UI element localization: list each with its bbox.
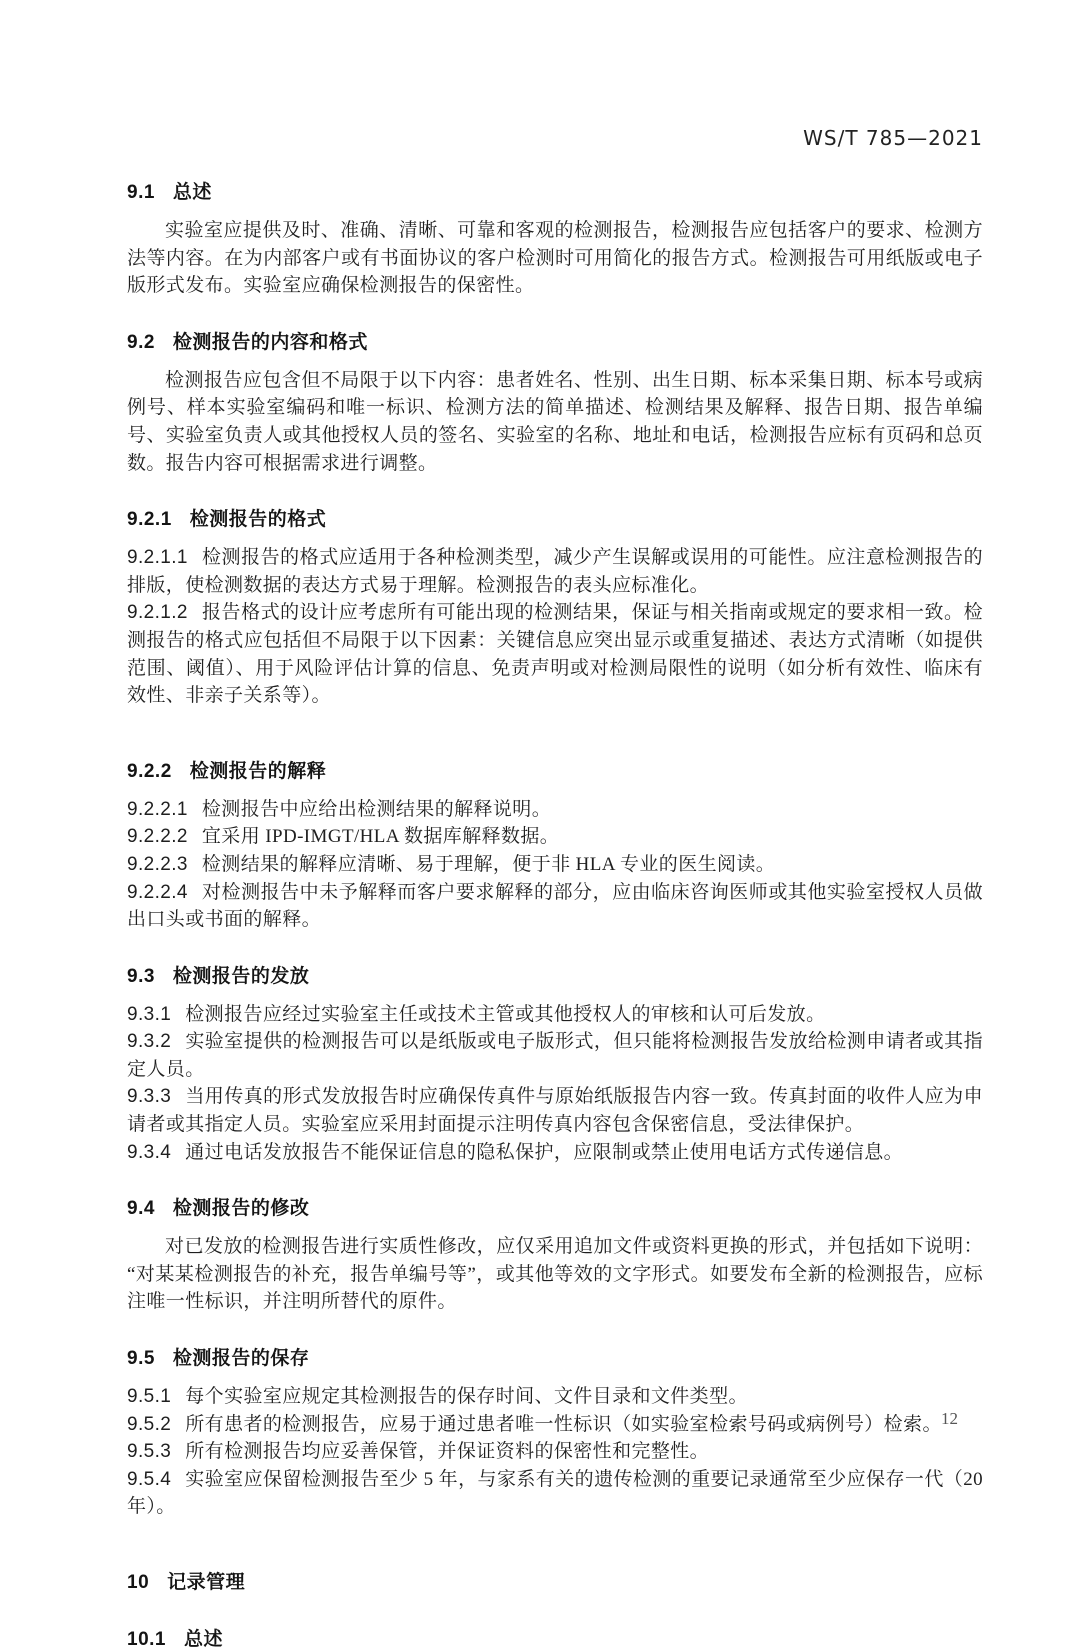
heading-number: 10.1 — [127, 1629, 166, 1650]
heading-number: 9.4 — [127, 1198, 155, 1220]
clause-number: 9.2.2.4 — [127, 881, 188, 903]
heading-title: 检测报告的修改 — [172, 1198, 310, 1220]
clause-9.2.2.4: 9.2.2.4 对检测报告中未予解释而客户要求解释的部分，应由临床咨询医师或其他实验室授权人员做出口头或书面的解释。 — [127, 881, 983, 931]
clause-number: 9.5.4 — [127, 1468, 172, 1490]
clause-9.3.2: 9.3.2 实验室提供的检测报告可以是纸版或电子版形式，但只能将检测报告发放给检测申请者或其指定人员。 — [127, 1031, 983, 1080]
clause-9.2.2.3: 9.2.2.3 检测结果的解释应清晰、易于理解，便于非 HLA 专业的医生阅读。 — [127, 853, 776, 875]
clause-9.2.2.1: 9.2.2.1 检测报告中应给出检测结果的解释说明。 — [127, 798, 552, 820]
clause-number: 9.3.2 — [127, 1031, 172, 1053]
clause-9.3.4: 9.3.4 通过电话发放报告不能保证信息的隐私保护，应限制或禁止使用电话方式传递信息。 — [127, 1141, 904, 1163]
document-body — [127, 177, 983, 1651]
clause-number: 9.3.4 — [127, 1141, 172, 1163]
clause-number: 9.2.2.1 — [127, 798, 188, 820]
clause-number: 9.5.1 — [127, 1386, 172, 1408]
section-heading-9.2 — [127, 327, 983, 354]
heading-number: 9.2.1 — [127, 509, 172, 531]
clause-9.5.3: 9.5.3 所有检测报告均应妥善保管，并保证资料的保密性和完整性。 — [127, 1441, 710, 1463]
page-number: 12 — [941, 1409, 958, 1428]
clause-9.5.2: 9.5.2 所有患者的检测报告，应易于通过患者唯一性标识（如实验室检索号码或病例号）检索。 — [127, 1413, 942, 1435]
heading-number: 9.5 — [127, 1348, 155, 1370]
heading-number: 10 — [127, 1572, 150, 1593]
clause-number: 9.2.1.2 — [127, 602, 188, 624]
heading-title: 总述 — [172, 182, 212, 203]
section-heading-10 — [127, 1567, 983, 1594]
clause-number: 9.5.2 — [127, 1413, 172, 1435]
clause-9.2.2.2: 9.2.2.2 宜采用 IPD-IMGT/HLA 数据库解释数据。 — [127, 826, 560, 848]
heading-title: 检测报告的内容和格式 — [172, 331, 368, 353]
clause-number: 9.3.1 — [127, 1003, 172, 1025]
heading-title: 检测报告的保存 — [172, 1348, 310, 1370]
heading-number: 9.3 — [127, 965, 155, 987]
clause-9.2.1.2: 9.2.1.2 报告格式的设计应考虑所有可能出现的检测结果，保证与相关指南或规定的要求相一致。检测报告的格式应包括但不局限于以下因素：关键信息应突出显示或重复描述、表达方式清晰（如提供范围、阈值）、用于风险评估计算的信息、免责声明或对检测局限性的说明（如分析有效性、临床有效性、非亲子关系等）。 — [127, 602, 983, 707]
clause-number: 9.2.2.2 — [127, 826, 188, 848]
heading-title: 检测报告的解释 — [189, 760, 327, 782]
heading-title: 检测报告的格式 — [189, 509, 327, 531]
paragraph: 对已发放的检测报告进行实质性修改，应仅采用追加文件或资料更换的形式，并包括如下说明：“对某某检测报告的补充，报告单编号等”，或其他等效的文字形式。如要发布全新的检测报告，应标注唯一性标识，并注明所替代的原件。 — [127, 1236, 983, 1313]
paragraph: 实验室应提供及时、准确、清晰、可靠和客观的检测报告，检测报告应包括客户的要求、检测方法等内容。在为内部客户或有书面协议的客户检测时可用简化的报告方式。检测报告可用纸版或电子版形式发布。实验室应确保检测报告的保密性。 — [127, 220, 983, 297]
section-heading-9.2.2 — [127, 756, 983, 783]
standard-code: WS/T 785—2021 — [803, 126, 983, 150]
clause-number: 9.3.3 — [127, 1086, 172, 1108]
clause-9.3.1: 9.3.1 检测报告应经过实验室主任或技术主管或其他授权人的审核和认可后发放。 — [127, 1003, 826, 1025]
clause-number: 9.2.1.1 — [127, 547, 188, 569]
heading-number: 9.2.2 — [127, 760, 172, 782]
section-heading-9.2.1 — [127, 504, 983, 531]
section-heading-10.1 — [127, 1624, 983, 1651]
clause-9.5.1: 9.5.1 每个实验室应规定其检测报告的保存时间、文件目录和文件类型。 — [127, 1386, 748, 1408]
section-heading-9.3 — [127, 961, 983, 988]
heading-title: 总述 — [183, 1629, 223, 1650]
heading-number: 9.1 — [127, 182, 155, 203]
heading-number: 9.2 — [127, 331, 155, 353]
paragraph: 检测报告应包含但不局限于以下内容：患者姓名、性别、出生日期、标本采集日期、标本号或病例号、样本实验室编码和唯一标识、检测方法的简单描述、检测结果及解释、报告日期、报告单编号、实验室负责人或其他授权人员的签名、实验室的名称、地址和电话，检测报告应标有页码和总页数。报告内容可根据需求进行调整。 — [127, 369, 983, 474]
section-heading-9.4 — [127, 1193, 983, 1220]
section-heading-9.5 — [127, 1343, 983, 1370]
heading-title: 记录管理 — [167, 1572, 246, 1593]
clause-9.3.3: 9.3.3 当用传真的形式发放报告时应确保传真件与原始纸版报告内容一致。传真封面的收件人应为申请者或其指定人员。实验室应采用封面提示注明传真内容包含保密信息，受法律保护。 — [127, 1086, 983, 1136]
section-heading-9.1 — [127, 177, 983, 204]
clause-number: 9.5.3 — [127, 1441, 172, 1463]
clause-9.2.1.1: 9.2.1.1 检测报告的格式应适用于各种检测类型，减少产生误解或误用的可能性。应注意检测报告的排版，使检测数据的表达方式易于理解。检测报告的表头应标准化。 — [127, 547, 983, 596]
clause-9.5.4: 9.5.4 实验室应保留检测报告至少 5 年，与家系有关的遗传检测的重要记录通常至少应保存一代（20年）。 — [127, 1468, 983, 1518]
heading-title: 检测报告的发放 — [172, 965, 310, 987]
clause-number: 9.2.2.3 — [127, 853, 188, 875]
